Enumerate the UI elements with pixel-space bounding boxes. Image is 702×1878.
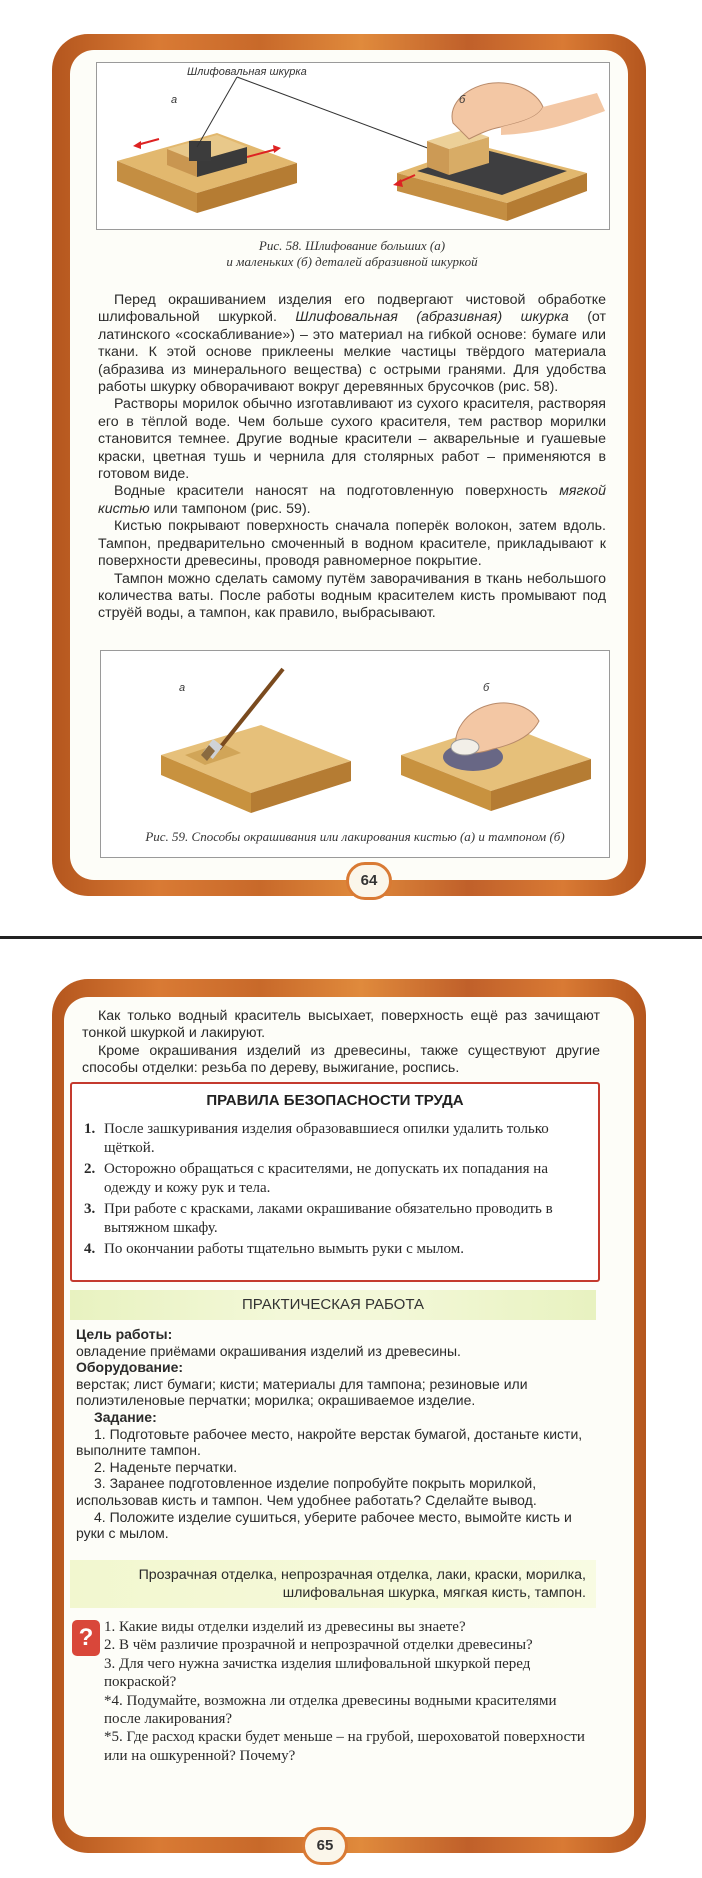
page-64-body bbox=[98, 292, 606, 623]
paragraph bbox=[98, 292, 606, 396]
task-label: Задание: bbox=[94, 1408, 157, 1425]
figure-58-illustration bbox=[97, 63, 609, 229]
text: Водные красители наносят на подготовленную поверхность bbox=[114, 483, 548, 500]
goal-label: Цель работы: bbox=[76, 1326, 173, 1342]
figure-58-caption-line1: Рис. 58. Шлифование больших (а) bbox=[258, 238, 446, 253]
equipment-label: Оборудование: bbox=[76, 1359, 184, 1376]
list-item bbox=[84, 1160, 584, 1198]
practical-work-title: ПРАКТИЧЕСКАЯ РАБОТА bbox=[241, 1296, 425, 1313]
item-number: 1. bbox=[84, 1121, 96, 1137]
page-64 bbox=[0, 0, 702, 936]
practical-work-body bbox=[76, 1326, 592, 1542]
figure-58-label-top: Шлифовальная шкурка bbox=[187, 66, 307, 78]
figure-59-caption: Рис. 59. Способы окрашивания или лакирования кистью (а) и тампоном (б) bbox=[145, 829, 565, 844]
task-item: 4. Положите изделие сушиться, уберите рабочее место, вымойте кисть и руки с мылом. bbox=[76, 1508, 572, 1542]
paragraph: Растворы морилок обычно изготавливают из сухого красителя, растворяя его в тёплой воде. Чем больше сухого красителя, тем раствор морилки становится темнее. Другие водные красители – акварельные и гуашевые краски, цветная тушь и чернила для столярных работ – применяются в готовом виде. bbox=[98, 396, 606, 483]
item-number: 2. bbox=[84, 1161, 96, 1177]
paragraph: Кистью покрывают поверхность сначала поперёк волокон, затем вдоль. Тампон, предварительно смоченный в водном красителе, прикладывают к поверхности древесины, проводя равномерное покрытие. bbox=[98, 518, 606, 570]
text: или тампоном (рис. 59). bbox=[153, 500, 311, 517]
figure-58-label-a: а bbox=[171, 94, 178, 106]
list-item bbox=[84, 1200, 584, 1238]
question-icon: ? bbox=[72, 1620, 100, 1656]
safety-rules-list bbox=[84, 1120, 584, 1261]
task-item: 1. Подготовьте рабочее место, накройте верстак бумагой, достаньте кисти, выполните тампон. bbox=[76, 1425, 583, 1459]
item-text: По окончании работы тщательно вымыть руки с мылом. bbox=[104, 1241, 464, 1257]
paragraph: Кроме окрашивания изделий из древесины, также существуют другие способы отделки: резьба по дереву, выжигание, роспись. bbox=[82, 1042, 600, 1077]
question-item: 3. Для чего нужна зачистка изделия шлифовальной шкуркой перед покраской? bbox=[104, 1655, 531, 1691]
term-emphasis: Шлифовальная (абразивная) шкурка bbox=[295, 309, 569, 326]
figure-58 bbox=[96, 62, 610, 230]
paragraph: Тампон можно сделать самому путём заворачивания в ткань небольшого количества ваты. После работы водным красителем кисть промывают под струёй воды, а тампон, как правило, выбрасывают. bbox=[98, 570, 606, 622]
paragraph bbox=[98, 483, 606, 518]
figure-59-label-a: а bbox=[179, 682, 186, 694]
list-item bbox=[84, 1240, 584, 1259]
key-terms-box bbox=[70, 1560, 596, 1608]
goal-text: овладение приёмами окрашивания изделий из древесины. bbox=[76, 1342, 461, 1359]
safety-rules-box bbox=[70, 1082, 600, 1282]
question-item: *4. Подумайте, возможна ли отделка древесины водными красителями после лакирования? bbox=[104, 1692, 557, 1728]
text: Перед окрашиванием изделия его подвергают чистовой обработке шлифовальной шкуркой. bbox=[98, 292, 606, 326]
practical-work-header bbox=[70, 1290, 596, 1320]
safety-rules-title: ПРАВИЛА БЕЗОПАСНОСТИ ТРУДА bbox=[206, 1092, 464, 1109]
item-text: После зашкуривания изделия образовавшиеся опилки удалить только щёткой. bbox=[104, 1121, 549, 1156]
item-text: При работе с красками, лаками окрашивание обязательно проводить в вытяжном шкафу. bbox=[104, 1201, 553, 1236]
question-item: *5. Где расход краски будет меньше – на грубой, шероховатой поверхности или на ошкуренной? Почему? bbox=[104, 1729, 585, 1764]
page-number-64: 64 bbox=[346, 862, 392, 900]
page-number-65: 65 bbox=[302, 1827, 348, 1865]
item-number: 3. bbox=[84, 1201, 96, 1217]
equipment-text: верстак; лист бумаги; кисти; материалы для тампона; резиновые или полиэтиленовые перчатки; морилка; окрашиваемое изделие. bbox=[76, 1375, 528, 1409]
review-questions bbox=[104, 1618, 596, 1765]
figure-58-caption-line2: и маленьких (б) деталей абразивной шкуркой bbox=[226, 254, 478, 269]
task-item: 3. Заранее подготовленное изделие попробуйте покрыть морилкой, использовав кисть и тампон. Чем удобнее работать? Сделайте вывод. bbox=[76, 1475, 537, 1508]
item-text: Осторожно обращаться с красителями, не допускать их попадания на одежду и кожу рук и тела. bbox=[104, 1161, 548, 1196]
question-item: 1. Какие виды отделки изделий из древесины вы знаете? bbox=[104, 1619, 466, 1635]
task-item: 2. Наденьте перчатки. bbox=[94, 1458, 238, 1475]
paragraph: Как только водный краситель высыхает, поверхность ещё раз зачищают тонкой шкуркой и лакируют. bbox=[82, 1008, 600, 1042]
question-item: 2. В чём различие прозрачной и непрозрачной отделки древесины? bbox=[104, 1637, 533, 1654]
term-emphasis: мягкой кистью bbox=[98, 483, 606, 517]
list-item bbox=[84, 1120, 584, 1158]
item-number: 4. bbox=[84, 1241, 96, 1257]
key-terms-text: Прозрачная отделка, непрозрачная отделка, лаки, краски, морилка, шлифовальная шкурка, мягкая кисть, тампон. bbox=[138, 1567, 586, 1601]
figure-59 bbox=[100, 650, 610, 858]
text: (от латинского «соскабливание») – это материал на гибкой основе: бумаге или ткани. К этой основе приклеены мелкие частицы твёрдого материала (абразива из минерального вещества) с острыми гранями. Для удобства работы шкурку обворачивают вокруг деревянных брусочков (рис. 58). bbox=[98, 309, 606, 396]
figure-58-label-b: б bbox=[459, 94, 466, 106]
figure-59-illustration bbox=[101, 651, 609, 821]
page-65-intro bbox=[82, 1008, 600, 1078]
figure-58-caption bbox=[96, 238, 608, 270]
figure-59-label-b: б bbox=[483, 682, 490, 694]
